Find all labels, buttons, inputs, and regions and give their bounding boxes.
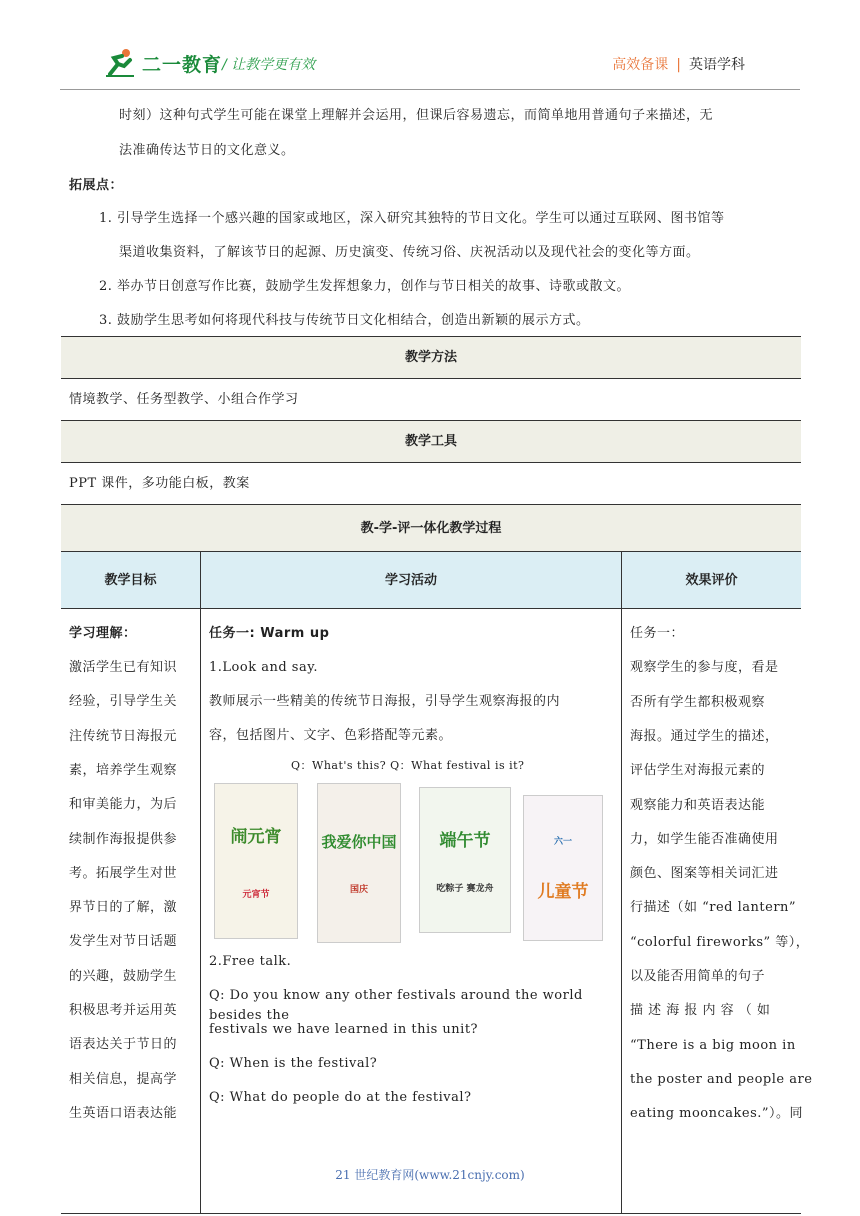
question-3: Q: What do people do at the festival? [209, 1090, 472, 1105]
process-body-row [61, 609, 813, 1214]
header-right [612, 54, 745, 74]
question-1-line-1: Q: Do you know any other festivals around the world besides the [209, 988, 583, 1023]
logo-text: 二一教育 [142, 53, 223, 76]
poster-subtitle: 元宵节 [242, 890, 270, 900]
evaluation-line: 观察学生的参与度，看是 [630, 660, 779, 676]
process-title: 教-学-评一体化教学过程 [61, 505, 801, 552]
extension-item-2: 2. 举办节日创意写作比赛，鼓励学生发挥想象力，创作与节日相关的故事、诗歌或散文。 [99, 279, 631, 294]
methods-title: 教学方法 [61, 337, 801, 379]
extension-item-3: 3. 鼓励学生思考如何将现代科技与传统节日文化相结合，创造出新颖的展示方式。 [99, 313, 590, 328]
page-footer: 21 世纪教育网(www.21cnjy.com) [335, 1168, 525, 1182]
warmup-questions: Q：What's this? Q：What festival is it? [291, 759, 525, 772]
extension-item-1-line-2: 渠道收集资料，了解该节日的起源、历史演变、传统习俗、庆祝活动以及现代社会的变化等方面。 [119, 245, 700, 260]
objective-line: 注传统节日海报元 [69, 728, 178, 744]
poster-national-day [317, 783, 401, 943]
evaluation-line: 行描述（如 “red lantern” [630, 900, 797, 916]
poster-subtitle: 吃粽子 赛龙舟 [436, 884, 494, 894]
evaluation-line: 描 述 海 报 内 容 （ 如 [630, 1003, 771, 1019]
evaluation-line: eating mooncakes.”）。同 [630, 1106, 804, 1122]
objective-line: 相关信息，提高学 [69, 1071, 178, 1087]
objectives-cell [61, 609, 201, 1213]
evaluation-line: 任务一： [630, 626, 685, 641]
activity-desc-line-2: 容，包括图片、文字、色彩搭配等元素。 [209, 728, 453, 743]
header-label: 高效备课 [612, 57, 669, 73]
poster-lantern-festival [214, 783, 298, 939]
objective-line: 经验，引导学生关 [69, 694, 178, 710]
poster-title: 端午节 [439, 831, 491, 851]
poster-dragon-boat [419, 787, 511, 933]
poster-subtitle: 六一 [553, 837, 572, 847]
poster-childrens-day [523, 795, 603, 941]
task-title: 任务一: Warm up [209, 626, 330, 641]
objective-line: 发学生对节日话题 [69, 934, 178, 950]
step-1: 1.Look and say. [209, 660, 318, 675]
evaluation-line: the poster and people are [630, 1071, 813, 1087]
objective-line: 素，培养学生观察 [69, 762, 178, 778]
extension-row [61, 90, 801, 337]
objective-line: 续制作海报提供参 [69, 831, 178, 847]
extension-item-1-line-1: 1. 引导学生选择一个感兴趣的国家或地区，深入研究其独特的节日文化。学生可以通过互联网、图书馆等 [99, 211, 725, 226]
objective-line: 生英语口语表达能 [69, 1105, 178, 1121]
objectives-heading: 学习理解： [69, 626, 137, 641]
page-header [0, 0, 860, 90]
objective-line: 积极思考并运用英 [69, 1003, 178, 1018]
header-evaluation: 效果评价 [685, 573, 738, 588]
step-2: 2.Free talk. [209, 954, 292, 969]
evaluation-line: “colorful fireworks” 等）， [630, 934, 810, 950]
intro-line-2: 法准确传达节日的文化意义。 [119, 143, 295, 158]
methods-row [61, 379, 801, 421]
header-activities: 学习活动 [201, 552, 622, 608]
logo [104, 48, 222, 78]
tools-title: 教学工具 [61, 421, 801, 463]
tools-row [61, 463, 801, 505]
evaluation-line: 海报。通过学生的描述， [630, 728, 779, 744]
intro-line-1: 时刻）这种句式学生可能在课堂上理解并会运用，但课后容易遗忘，而简单地用普通句子来描述，无 [119, 108, 714, 123]
header-objectives: 教学目标 [61, 552, 201, 608]
question-2: Q: When is the festival? [209, 1056, 378, 1071]
process-header-row [61, 552, 801, 609]
extension-heading: 拓展点： [69, 178, 124, 193]
activities-cell [201, 609, 622, 1213]
slogan: / 让教学更有效 [222, 57, 316, 73]
methods-content: 情境教学、任务型教学、小组合作学习 [69, 392, 299, 407]
evaluation-line: “There is a big moon in [630, 1037, 796, 1053]
objective-line: 的兴趣，鼓励学生 [69, 968, 178, 984]
evaluation-line: 力，如学生能否准确使用 [630, 831, 779, 847]
activity-desc-line-1: 教师展示一些精美的传统节日海报，引导学生观察海报的内 [209, 694, 561, 709]
runner-logo-icon [104, 48, 138, 78]
poster-title: 闹元宵 [230, 827, 282, 847]
objective-line: 和审美能力，为后 [69, 797, 178, 813]
objective-line: 考。拓展学生对世 [69, 865, 178, 881]
tools-content: PPT 课件，多功能白板，教案 [69, 476, 250, 491]
poster-title: 儿童节 [537, 882, 589, 902]
header-subject: 英语学科 [689, 57, 745, 73]
objective-line: 语表达关于节日的 [69, 1037, 178, 1053]
poster-subtitle: 国庆 [349, 885, 368, 895]
evaluation-line: 评估学生对海报元素的 [630, 763, 766, 779]
evaluation-line: 颜色、图案等相关词汇进 [630, 866, 779, 882]
header-separator: | [676, 57, 681, 73]
poster-title: 我爱你中国 [321, 833, 397, 851]
evaluation-line: 以及能否用简单的句子 [630, 969, 766, 984]
evaluation-line: 否所有学生都积极观察 [630, 694, 766, 710]
objective-line: 激活学生已有知识 [69, 660, 178, 675]
question-1-line-2: festivals we have learned in this unit? [209, 1022, 479, 1037]
objective-line: 界节日的了解，激 [69, 900, 178, 916]
evaluation-line: 观察能力和英语表达能 [630, 797, 766, 813]
evaluation-cell [622, 609, 813, 1213]
